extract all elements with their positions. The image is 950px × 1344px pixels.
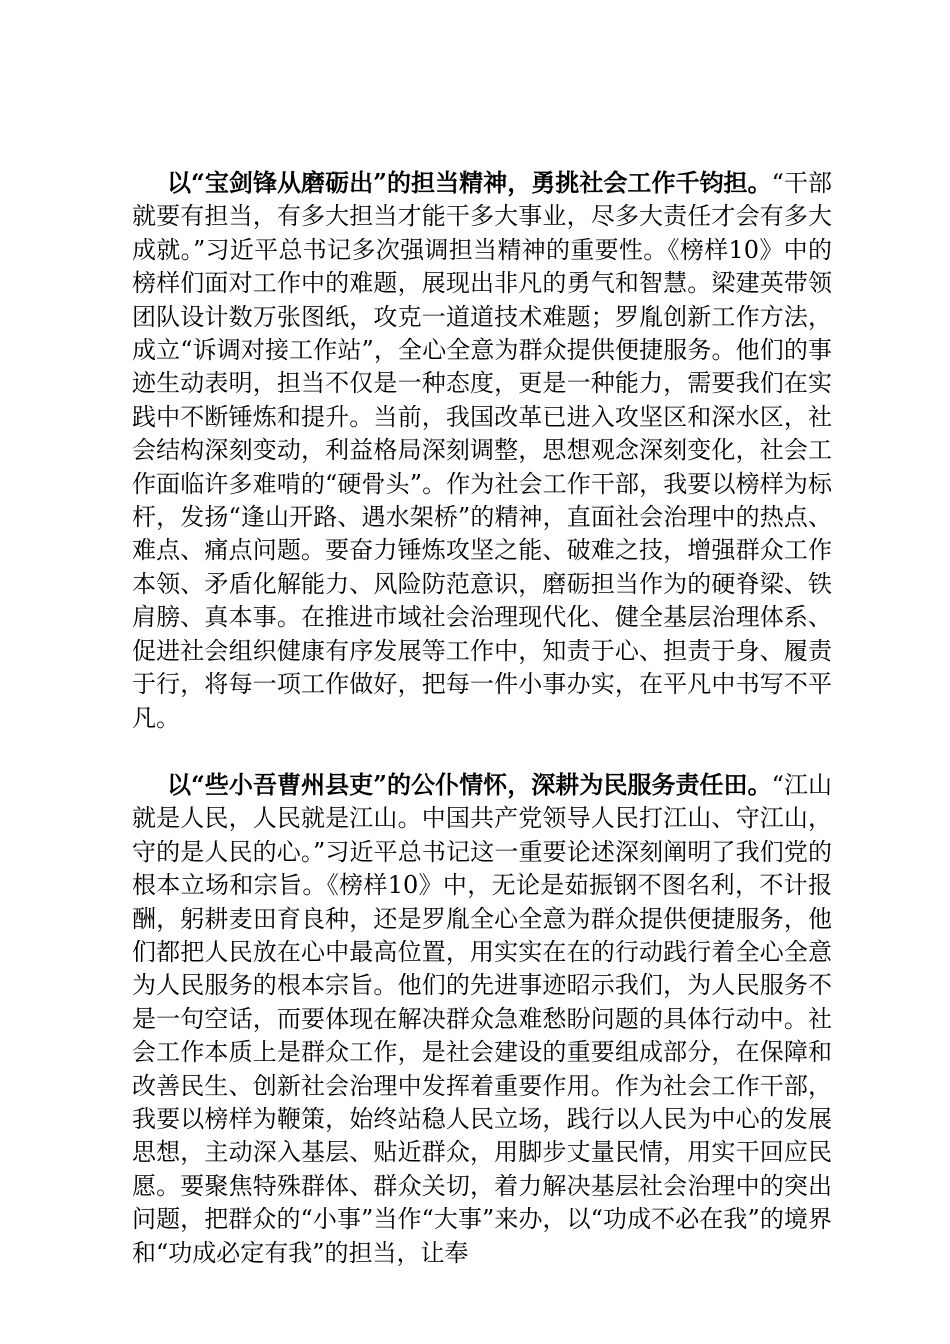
paragraph-2 [132,768,832,1270]
paragraph-2-heading: 以“些小吾曹州县吏”的公仆情怀，深耕为民服务责任田。 [167,769,772,799]
paragraph-1 [132,166,832,735]
paragraph-2-text: “江山就是人民，人民就是江山。中国共产党领导人民打江山、守江山，守的是人民的心。”习近平总书记这一重要论述深刻阐明了我们党的根本立场和宗旨。《榜样10》中，无论是茹振钢不图名利，不计报酬，躬耕麦田育良种，还是罗胤全心全意为群众提供便捷服务，他们都把人民放在心中最高位置，用实实在在的行动践行着全心全意为人民服务的根本宗旨。他们的先进事迹昭示我们，为人民服务不是一句空话，而要体现在解决群众急难愁盼问题的具体行动中。社会工作本质上是群众工作，是社会建设的重要组成部分，在保障和改善民生、创新社会治理中发挥着重要作用。作为社会工作干部，我要以榜样为鞭策，始终站稳人民立场，践行以人民为中心的发展思想，主动深入基层、贴近群众，用脚步丈量民情，用实干回应民愿。要聚焦特殊群体、群众关切，着力解决基层社会治理中的突出问题，把群众的“小事”当作“大事”来办，以“功成不必在我”的境界和“功成必定有我”的担当，让奉 [132,770,832,1267]
document-body [132,166,832,1270]
paragraph-1-text: “干部就要有担当，有多大担当才能干多大事业，尽多大责任才会有多大成就。”习近平总书记多次强调担当精神的重要性。《榜样10》中的榜样们面对工作中的难题，展现出非凡的勇气和智慧。梁建英带领团队设计数万张图纸，攻克一道道技术难题；罗胤创新工作方法，成立“诉调对接工作站”，全心全意为群众提供便捷服务。他们的事迹生动表明，担当不仅是一种态度，更是一种能力，需要我们在实践中不断锤炼和提升。当前，我国改革已进入攻坚区和深水区，社会结构深刻变动，利益格局深刻调整，思想观念深刻变化，社会工作面临许多难啃的“硬骨头”。作为社会工作干部，我要以榜样为标杆，发扬“逢山开路、遇水架桥”的精神，直面社会治理中的热点、难点、痛点问题。要奋力锤炼攻坚之能、破难之技，增强群众工作本领、矛盾化解能力、风险防范意识，磨砺担当作为的硬脊梁、铁肩膀、真本事。在推进市域社会治理现代化、健全基层治理体系、促进社会组织健康有序发展等工作中，知责于心、担责于身、履责于行，将每一项工作做好，把每一件小事办实，在平凡中书写不平凡。 [132,169,832,732]
paragraph-1-heading: 以“宝剑锋从磨砺出”的担当精神，勇挑社会工作千钧担。 [167,168,772,197]
